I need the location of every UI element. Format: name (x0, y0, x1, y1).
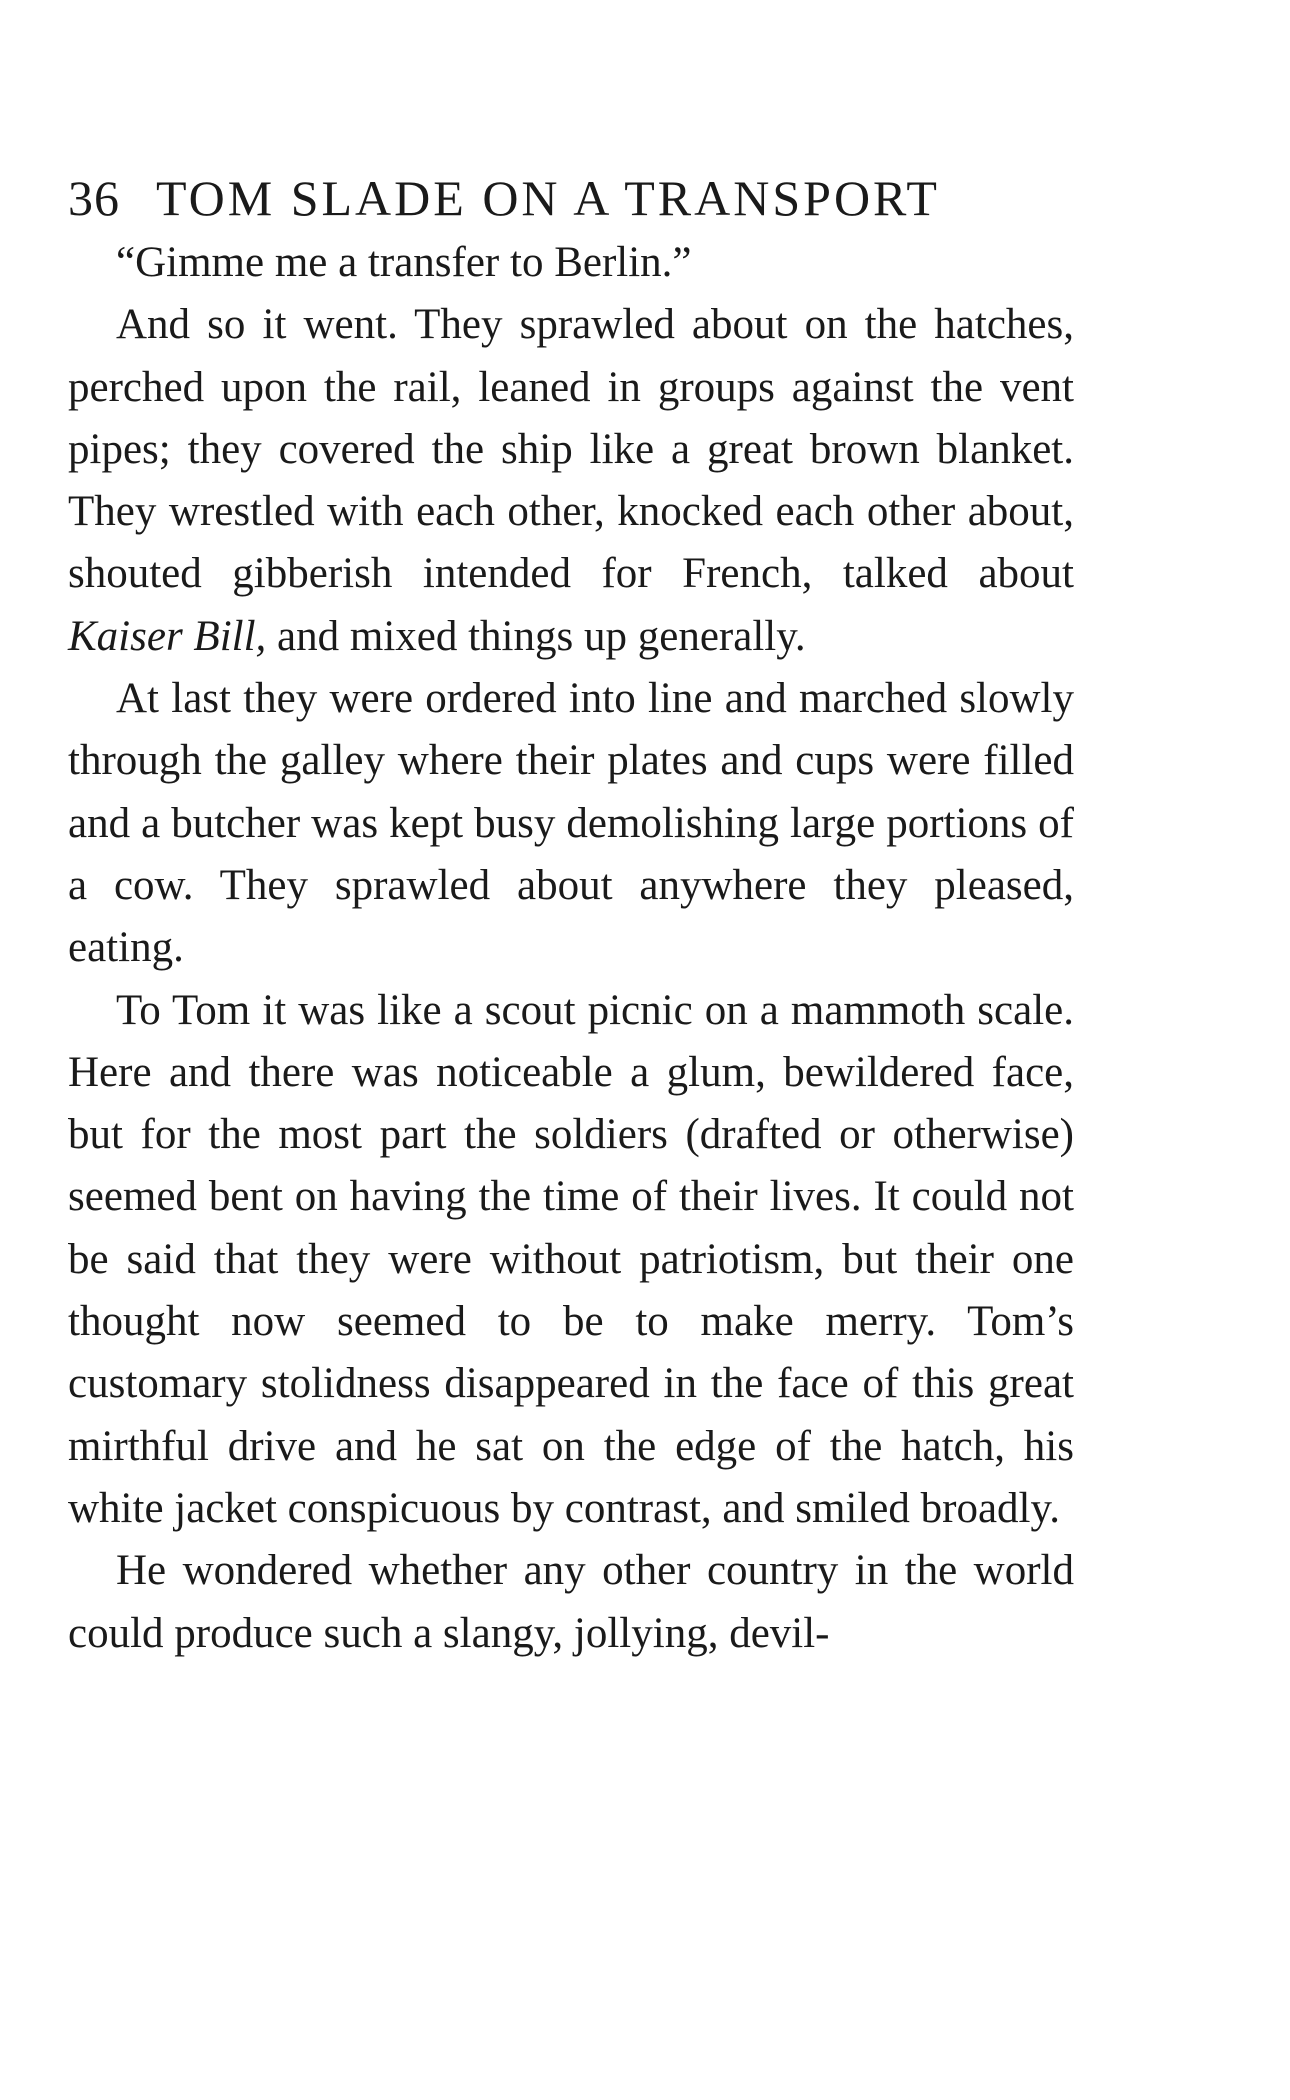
paragraph-5: He wondered whether any other country in the world could produce such a slangy, jollying, devil- (68, 1547, 1074, 1657)
paragraph-2 (68, 294, 1074, 668)
body-text (68, 232, 1074, 1665)
paragraph-2-text-a: And so it went. They sprawled about on the hatches, perched upon the rail, leaned in groups against the vent pipes; they covered the ship like a great brown blanket. They wrestled with each other, knocked each other about, shouted gibberish intended for French, talked about (68, 301, 1074, 598)
book-page (68, 168, 1074, 1665)
running-head (68, 168, 1074, 228)
paragraph-2-italic: Kaiser Bill, (68, 612, 267, 660)
paragraph-4: To Tom it was like a scout picnic on a mammoth scale. Here and there was noticeable a glum, bewildered face, but for the most part the soldiers (drafted or otherwise) seemed bent on having the time of their lives. It could not be said that they were without patriotism, but their one thought now seemed to be to make merry. Tom’s customary stolidness disappeared in the face of this great mirthful drive and he sat on the edge of the hatch, his white jacket conspicuous by contrast, and smiled broadly. (68, 986, 1074, 1532)
paragraph-3: At last they were ordered into line and marched slowly through the galley where their plates and cups were filled and a butcher was kept busy demolishing large portions of a cow. They sprawled about anywhere they pleased, eating. (68, 675, 1074, 972)
running-title: TOM SLADE ON A TRANSPORT (156, 170, 940, 226)
paragraph-2-text-b: and mixed things up generally. (266, 612, 806, 660)
page-number: 36 (68, 170, 120, 226)
paragraph-1: “Gimme me a transfer to Berlin.” (116, 239, 692, 286)
